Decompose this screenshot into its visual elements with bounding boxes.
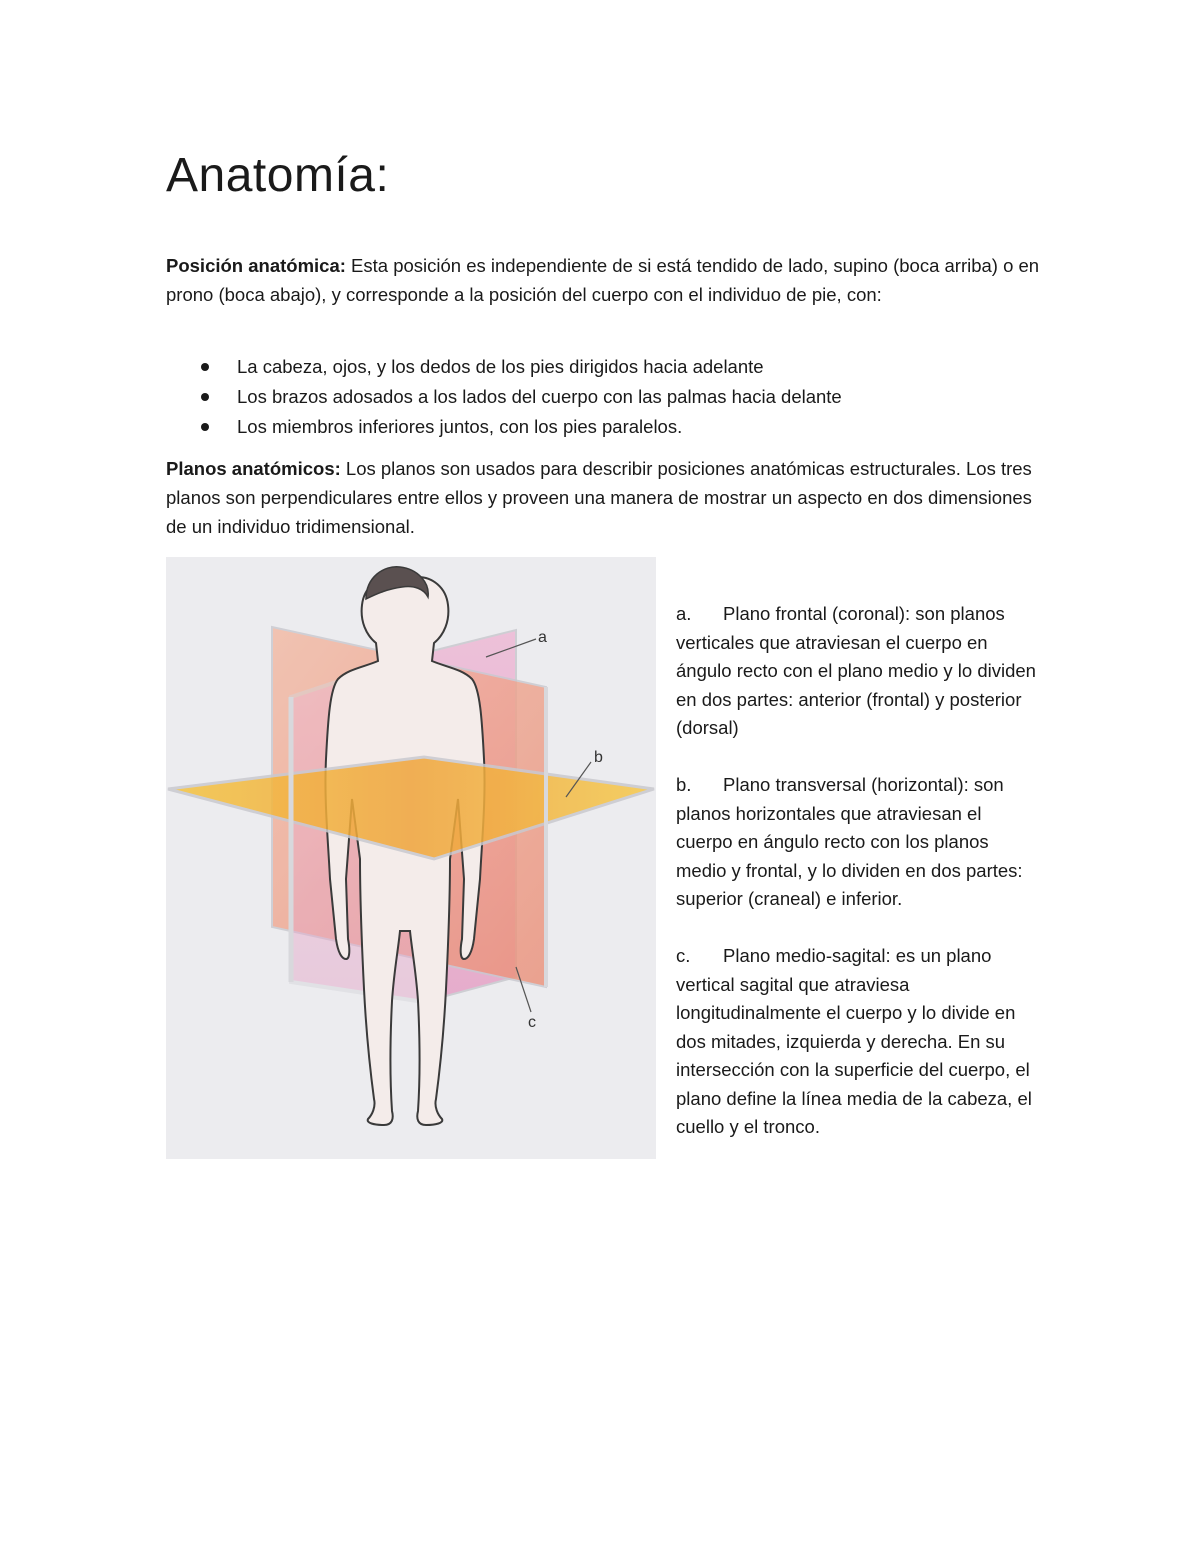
list-item bbox=[166, 352, 1046, 382]
bullet-icon bbox=[201, 423, 209, 431]
posicion-paragraph bbox=[166, 251, 1046, 309]
plane-definitions-list bbox=[676, 600, 1041, 1170]
definition-text: Plano transversal (horizontal): son planos horizontales que atraviesan el cuerpo en ángulo recto con los planos medio y frontal, y lo dividen en dos partes: superior (craneal) e inferior. bbox=[676, 774, 1023, 909]
definition-letter: a. bbox=[676, 603, 692, 624]
list-item bbox=[166, 382, 1046, 412]
bullet-icon bbox=[201, 363, 209, 371]
label-a: a bbox=[538, 629, 547, 646]
posicion-label: Posición anatómica: bbox=[166, 255, 346, 276]
list-item-text: La cabeza, ojos, y los dedos de los pies dirigidos hacia adelante bbox=[237, 356, 764, 377]
definition-text: Plano medio-sagital: es un plano vertical sagital que atraviesa longitudinalmente el cuerpo y lo divide en dos mitades, izquierda y derecha. En su intersección con la superficie del cuerpo, el plano define la línea media de la cabeza, el cuello y el tronco. bbox=[676, 945, 1032, 1137]
planos-label: Planos anatómicos: bbox=[166, 458, 341, 479]
anatomical-planes-figure bbox=[166, 557, 656, 1159]
list-item-text: Los brazos adosados a los lados del cuerpo con las palmas hacia delante bbox=[237, 386, 842, 407]
label-c: c bbox=[528, 1014, 536, 1031]
list-item bbox=[166, 412, 1046, 442]
definition-letter: b. bbox=[676, 774, 692, 795]
definition-letter: c. bbox=[676, 945, 691, 966]
definition-item-c bbox=[676, 942, 1041, 1142]
definition-item-a bbox=[676, 600, 1041, 743]
anatomical-planes-illustration bbox=[166, 557, 656, 1159]
list-item-text: Los miembros inferiores juntos, con los pies paralelos. bbox=[237, 416, 683, 437]
posicion-bullet-list bbox=[166, 352, 1046, 442]
definition-text: Plano frontal (coronal): son planos verticales que atraviesan el cuerpo en ángulo recto con el plano medio y lo dividen en dos partes: anterior (frontal) y posterior (dorsal) bbox=[676, 603, 1036, 738]
posicion-text: Esta posición es independiente de si está tendido de lado, supino (boca arriba) o en prono (boca abajo), y corresponde a la posición del cuerpo con el individuo de pie, con: bbox=[166, 255, 1040, 305]
label-b: b bbox=[594, 749, 603, 766]
planos-text: Los planos son usados para describir posiciones anatómicas estructurales. Los tres planos son perpendiculares entre ellos y proveen una manera de mostrar un aspecto en dos dimensiones de un individuo tridimensional. bbox=[166, 458, 1032, 537]
planos-paragraph bbox=[166, 454, 1046, 541]
definition-item-b bbox=[676, 771, 1041, 914]
page-title: Anatomía: bbox=[166, 149, 390, 202]
bullet-icon bbox=[201, 393, 209, 401]
transverse-plane bbox=[168, 757, 654, 859]
